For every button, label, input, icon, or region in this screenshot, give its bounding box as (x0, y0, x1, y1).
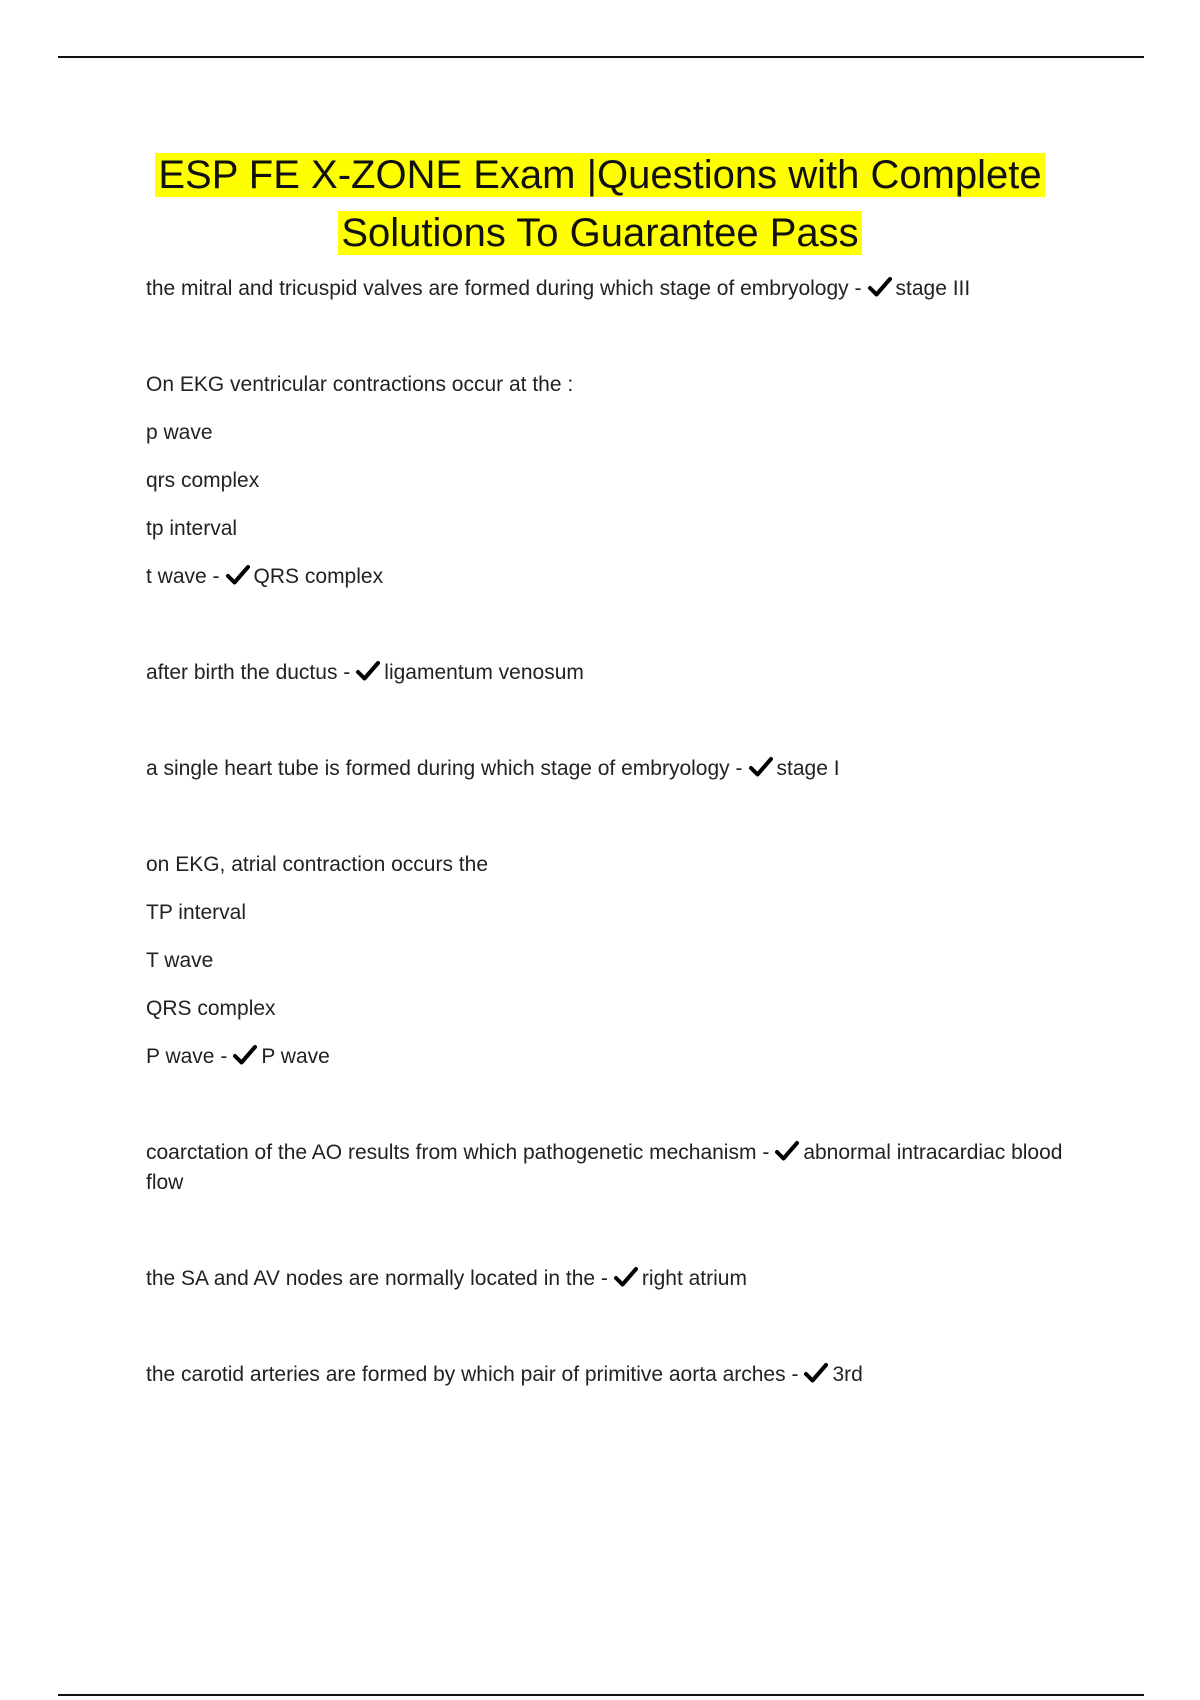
answer-text: QRS complex (253, 565, 384, 588)
qa-item-1 (146, 274, 1076, 304)
qa-item-6 (146, 1138, 1076, 1198)
check-icon (614, 1266, 638, 1288)
page-title (0, 146, 1200, 262)
option: tp interval (146, 517, 238, 540)
answer-line (146, 1042, 1076, 1072)
question-line (146, 1360, 1076, 1390)
question-stem: on EKG, atrial contraction occurs the (146, 853, 488, 876)
option: TP interval (146, 901, 246, 924)
question-line (146, 658, 1076, 688)
bottom-rule (58, 1694, 1144, 1696)
question-text: after birth the ductus (146, 661, 338, 684)
answer-text: ligamentum venosum (384, 661, 584, 684)
check-icon (749, 756, 773, 778)
option: T wave (146, 949, 214, 972)
question-line (146, 1264, 1076, 1294)
check-icon (226, 564, 250, 586)
qa-item-5 (146, 850, 1076, 1072)
question-line (146, 754, 1076, 784)
option: QRS complex (146, 997, 276, 1020)
check-icon (804, 1362, 828, 1384)
separator: - (854, 277, 862, 300)
answer-text: 3rd (832, 1363, 863, 1386)
question-text: a single heart tube is formed during which stage of embryology (146, 757, 730, 780)
option: P wave (146, 1045, 215, 1068)
option: t wave (146, 565, 207, 588)
qa-item-2 (146, 370, 1076, 592)
answer-text: stage III (895, 277, 971, 300)
answer-text: P wave (261, 1045, 330, 1068)
separator: - (600, 1267, 608, 1290)
qa-item-8 (146, 1360, 1076, 1390)
qa-list (146, 274, 1076, 1456)
separator: - (220, 1045, 228, 1068)
qa-item-4 (146, 754, 1076, 784)
question-text: the mitral and tricuspid valves are formed during which stage of embryology (146, 277, 849, 300)
check-icon (868, 276, 892, 298)
qa-item-7 (146, 1264, 1076, 1294)
check-icon (233, 1044, 257, 1066)
question-stem: On EKG ventricular contractions occur at the : (146, 373, 574, 396)
qa-item-3 (146, 658, 1076, 688)
separator: - (212, 565, 220, 588)
answer-text: right atrium (641, 1267, 747, 1290)
separator: - (762, 1141, 770, 1164)
separator: - (791, 1363, 799, 1386)
answer-text: abnormal intracardiac blood flow (146, 1141, 1063, 1194)
top-rule (58, 56, 1144, 58)
separator: - (735, 757, 743, 780)
check-icon (775, 1140, 799, 1162)
question-text: the SA and AV nodes are normally located in the (146, 1267, 596, 1290)
question-line (146, 274, 1076, 304)
answer-line (146, 562, 1076, 592)
option: p wave (146, 421, 213, 444)
question-text: the carotid arteries are formed by which pair of primitive aorta arches (146, 1363, 786, 1386)
question-text: coarctation of the AO results from which pathogenetic mechanism (146, 1141, 757, 1164)
answer-text: stage I (776, 757, 840, 780)
option: qrs complex (146, 469, 260, 492)
title-line-2: Solutions To Guarantee Pass (338, 211, 861, 255)
question-line (146, 1138, 1076, 1198)
title-line-1: ESP FE X-ZONE Exam |Questions with Complete (155, 153, 1044, 197)
check-icon (356, 660, 380, 682)
separator: - (343, 661, 351, 684)
